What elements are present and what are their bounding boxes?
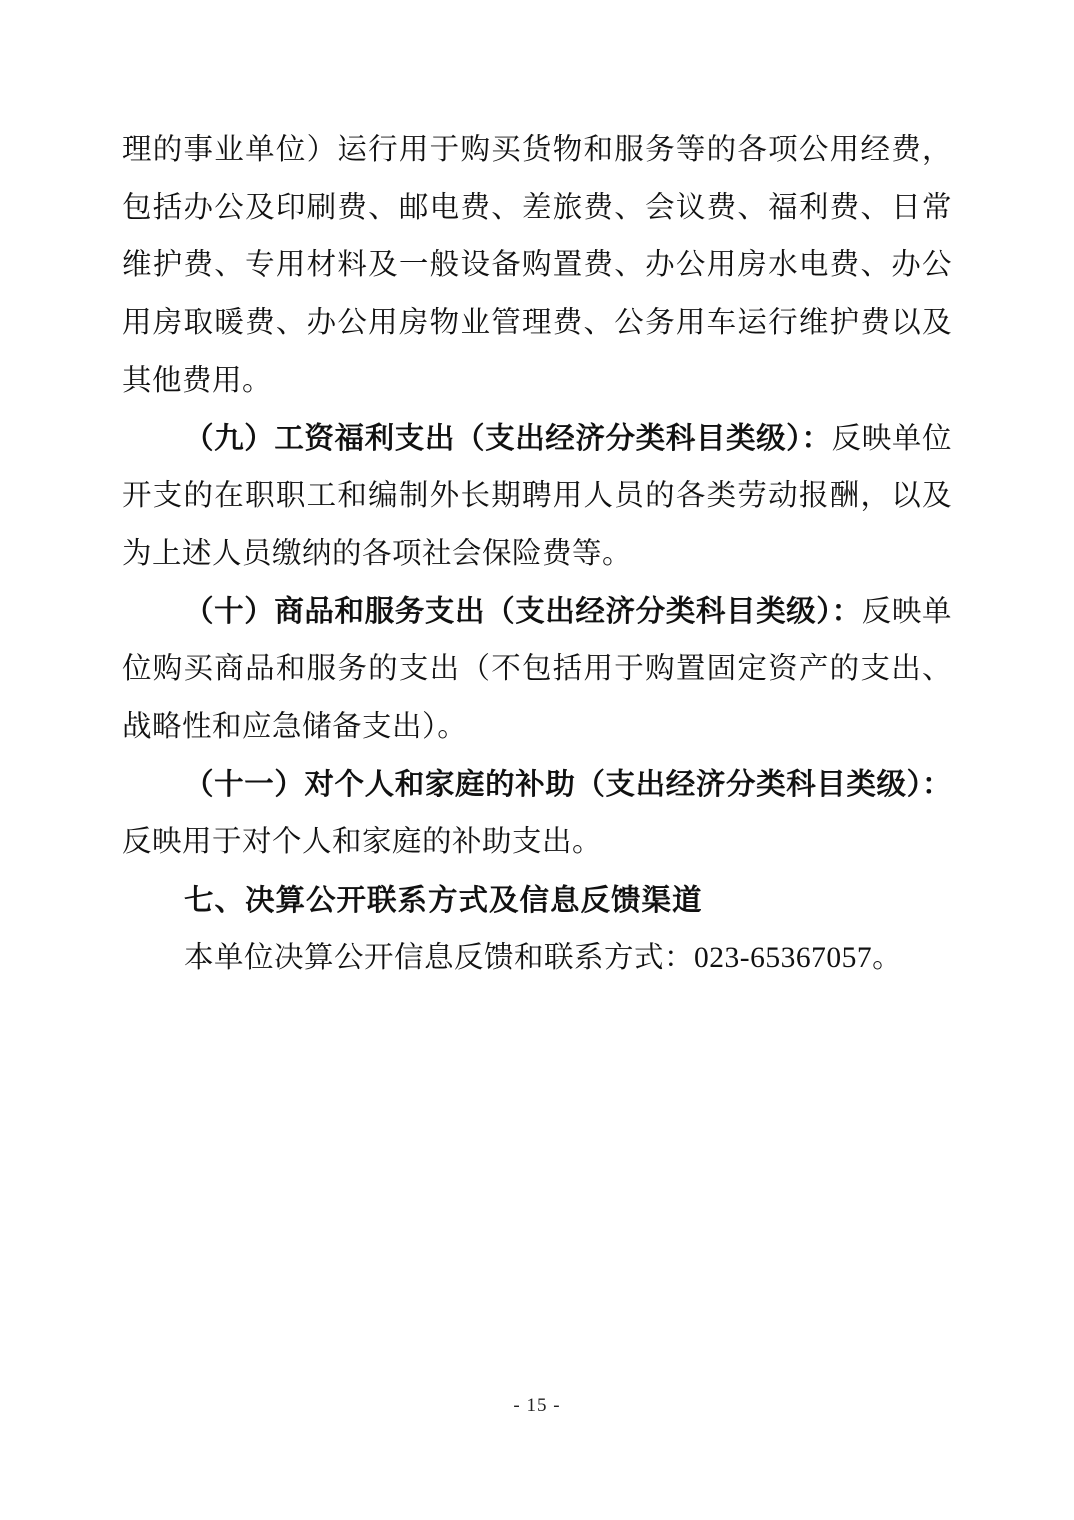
item-11-text: 反映用于对个人和家庭的补助支出。 [122, 826, 603, 859]
page-number: - 15 - [513, 1395, 561, 1416]
item-9-text: 反映单位开支的在职职工和编制外长期聘用人员的各类劳动报酬，以及为上述人员缴纳的各项社会保险费等。 [122, 422, 952, 570]
paragraph-public-funds-continuation: 理的事业单位）运行用于购买货物和服务等的各项公用经费，包括办公及印刷费、邮电费、差旅费、会议费、福利费、日常维护费、专用材料及一般设备购置费、办公用房水电费、办公用房取暖费、办公用房物业管理费、公务用车运行维护费以及其他费用。 [122, 134, 952, 397]
section-7-heading: 七、决算公开联系方式及信息反馈渠道 [184, 884, 703, 918]
item-10-lead: （十）商品和服务支出（支出经济分类科目类级）： [184, 595, 862, 628]
page-body [122, 122, 952, 988]
item-11-lead: （十一）对个人和家庭的补助（支出经济分类科目类级）： [184, 768, 952, 801]
paragraph-item-10-goods-services [122, 584, 952, 757]
item-9-lead: （九）工资福利支出（支出经济分类科目类级）： [184, 422, 832, 455]
paragraph-item-9-salary-welfare [122, 411, 952, 584]
item-10-text: 反映单位购买商品和服务的支出（不包括用于购置固定资产的支出、战略性和应急储备支出）。 [122, 595, 952, 744]
paragraph-contact-info: 本单位决算公开信息反馈和联系方式：023-65367057。 [184, 941, 903, 974]
paragraph-item-11-individual-family-subsidy [122, 757, 952, 872]
